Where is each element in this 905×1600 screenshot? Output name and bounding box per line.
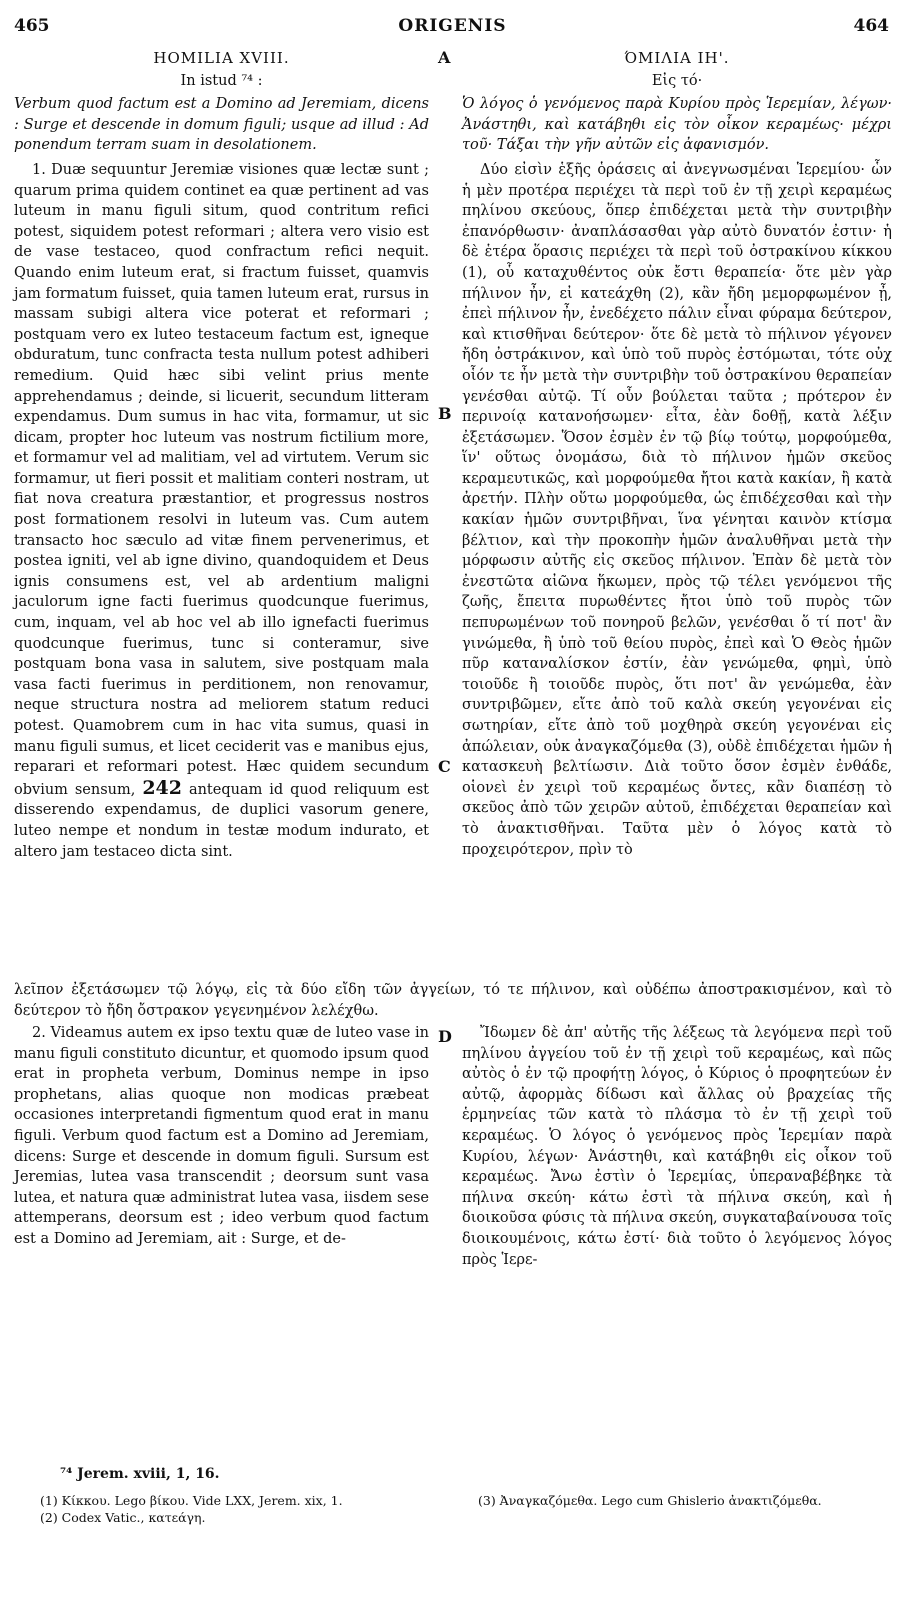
margin-marker-d: D: [438, 1027, 452, 1046]
page-number-left: 465: [14, 16, 50, 36]
greek-paragraph-2: Ἴδωμεν δὲ ἀπ' αὐτῆς τῆς λέξεως τὰ λεγόμενα περὶ τοῦ πηλίνου ἀγγείου τοῦ ἐν τῇ χειρὶ τοῦ κεραμέως, καὶ πῶς αὐτὸς ὁ ἐν τῷ προφήτῃ λόγος, ὁ Κύριος ὁ προφητεύων ἐν αὐτῷ, ἀφορμὰς δίδωσι καὶ ἄλλας οὐ βραχείας τῆς ἑρμηνείας τῶν κατὰ τὸ πλάσμα τὸ ἐν τῇ χειρὶ τοῦ κεραμέως. Ὁ λόγος ὁ γενόμενος πρὸς Ἱερεμίαν παρὰ Κυρίου, λέγων· Ἀνάστηθι, καὶ κατάβηθι εἰς οἶκον τοῦ κεραμέως. Ἄνω ἐστὶν ὁ Ἱερεμίας, ὑπεραναβέβηκε τὰ πήλινα σκεύη· κάτω ἐστὶ τὰ πήλινα σκεύη, καὶ ἡ διοικοῦσα φύσις τὰ πήλινα σκεύη, συγκαταβαίνουσα τοῖς διοικουμένοις, κάτω ἐστί· διὰ τοῦτο ὁ λεγόμενος λόγος πρὸς Ἱερε-: [462, 1025, 892, 1268]
greek-column-lower: [462, 1023, 892, 1270]
latin-column-lower: [14, 1023, 429, 1250]
latin-paragraph-1: [14, 160, 429, 862]
biblical-reference-footnote: ⁷⁴ Jerem. xviii, 1, 16.: [60, 1466, 220, 1482]
greek-column: [462, 48, 892, 860]
latin-paragraph-1-end: antequam id quod reliquum est disserendo expendamus, de duplici vasorum genere, luteo nempe et nondum in testæ modum indurato, et altero jam testaceo dicta sint.: [14, 781, 430, 860]
latin-paragraph-2: 2. Videamus autem ex ipso textu quæ de luteo vase in manu figuli constituto dicuntur, et quomodo ipsum quod erat in propheta verbum, Dominus nempe in ipso prophetans, alias quoque non modicas præbeat occasiones interpretandi figmentum quod erat in manu figuli. Verbum quod factum est a Domino ad Jeremiam, dicens: Surge et descende in domum figuli. Sursum est Jeremias, lutea vasa transcendit ; deorsum sunt vasa lutea, et natura quæ administrat lutea vasa, iisdem sese attemperans, deorsum est ; ideo verbum quod factum est a Domino ad Jeremiam, ait : Surge, et de-: [14, 1025, 429, 1247]
latin-lemma: Verbum quod factum est a Domino ad Jeremiam, dicens : Surge et descende in domum figuli; usque ad illud : Ad ponendum terram suam in desolationem.: [14, 96, 429, 154]
footnotes-left: [40, 1492, 430, 1526]
greek-spanning-line: λεῖπον ἐξετάσωμεν τῷ λόγῳ, εἰς τὰ δύο εἴδη τῶν ἀγγείων, τό τε πήλινον, καὶ οὐδέπω ἀποστρακισμένον, καὶ τὸ δεύτερον τὸ ἤδη ὄστρακον γεγενημένον λελέχθω.: [14, 982, 892, 1019]
margin-marker-a: A: [438, 48, 451, 67]
folio-number: 242: [142, 776, 182, 799]
margin-marker-b: B: [438, 404, 452, 423]
footnote-2: (2) Codex Vatic., κατεάγη.: [40, 1510, 206, 1525]
greek-lemma: Ὁ λόγος ὁ γενόμενος παρὰ Κυρίου πρὸς Ἱερεμίαν, λέγων· Ἀνάστηθι, καὶ κατάβηθι εἰς τὸν οἶκον κεραμέως· μέχρι τοῦ· Τάξαι τὴν γῆν αὐτῶν εἰς ἀφανισμόν.: [462, 96, 892, 154]
greek-subtitle: Εἰς τό·: [651, 72, 703, 89]
page-number-right: 464: [853, 16, 889, 36]
latin-subtitle: In istud ⁷⁴ :: [180, 72, 263, 89]
footnotes-right: [478, 1492, 888, 1509]
latin-column: [14, 48, 429, 862]
greek-homily-title: ΌΜΙΛΙΑ ΙΗ'.: [624, 49, 730, 67]
footnote-3: (3) Ἀναγκαζόμεθα. Lego cum Ghislerio ἀνακτιζόμεθα.: [478, 1493, 822, 1508]
running-head: ORIGENIS: [398, 16, 507, 36]
latin-paragraph-1-text: 1. Duæ sequuntur Jeremiæ visiones quæ lectæ sunt ; quarum prima quidem continet ea quæ pertinent ad vas luteum in manu figuli situm, quod contritum refici potest, siquidem potest reformari ; altera vero visio est de vase testaceo, quod confractum refici nequit. Quando enim luteum erat, si fractum fuisset, quamvis jam formatum fuisset, quia tamen luteum erat, rursus in massam subigi altera vice poterat et reformari ; postquam vero ex luteo testaceum factum est, igneque obduratum, tunc confracta testa nullum potest adhiberi remedium. Quid hæc sibi velint prius mente apprehendamus ; deinde, si licuerit, secundum litteram expendamus. Dum sumus in hac vita, formamur, ut sic dicam, propter hoc luteum vas nostrum fictilium more, et formamur vel ad malitiam, vel ad virtutem. Verum sic formamur, ut fieri possit et malitiam conteri nostram, ut fiat nova creatura præstantior, et progressus nostros post formationem resolvi in luteum vas. Cum autem transacto hoc sæculo ad vitæ finem pervenerimus, et postea igniti, vel ab igne divino, quandoquidem et Deus ignis consumens est, vel ab ardentium maligni jaculorum igne facti fuerimus quodcunque fuerimus, cum, inquam, vel ab hoc vel ab illo ignefacti fuerimus quodcunque fuerimus, tunc si conteramur, sive postquam bona vasa in salutem, sive postquam mala vasa facti fuerimus in perditionem, non renovamur, neque structura nostra ad meliorem statum reduci potest. Quamobrem cum in hac vita sumus, quasi in manu figuli sumus, et licet ceciderit vas e manibus ejus, reparari et reformari potest. Hæc quidem secundum obvium sensum,: [14, 161, 429, 798]
greek-paragraph-1: Δύο εἰσὶν ἑξῆς ὁράσεις αἱ ἀνεγνωσμέναι Ἱερεμίου· ὧν ἡ μὲν προτέρα περιέχει τὰ περὶ τοῦ ἐν τῇ χειρὶ κεραμέως πηλίνου σκεύους, ὅπερ ἐπιδέχεται μετὰ τὴν συντριβὴν ἐπανόρθωσιν· ἀναπλάσασθαι γὰρ αὐτὸ δυνατόν ἐστιν· ἡ δὲ ἑτέρα ὅρασις περιέχει τὰ περὶ τοῦ ὀστρακίνου κίκκου (1), οὗ καταχυθέντος οὐκ ἔστι θεραπεία· ὅτε μὲν γὰρ πήλινον ἦν, εἰ κατεάχθη (2), κἂν ἤδη μεμορφωμένον ᾖ, ἐπεὶ πήλινον ἦν, ἐνεδέχετο πάλιν εἶναι φύραμα δεύτερον, καὶ κτισθῆναι δεύτερον· ὅτε δὲ μετὰ τὸ πήλινον γέγονεν ἤδη ὀστράκινον, καὶ ὑπὸ τοῦ πυρὸς ἐστόμωται, τότε οὐχ οἷόν τε ἦν μετὰ τὴν συντριβὴν τοῦ ὀστρακίνου θεραπείαν γενέσθαι αὐτῷ. Τί οὖν βούλεται ταῦτα ; πρότερον ἐν περινοίᾳ κατανοήσωμεν· εἶτα, ἐὰν δοθῇ, κατὰ λέξιν ἐξετάσωμεν. Ὅσον ἐσμὲν ἐν τῷ βίῳ τούτῳ, μορφούμεθα, ἵν' οὕτως ὀνομάσω, διὰ τὸ πήλινον ἡμῶν σκεῦος κεραμευτικῶς, καὶ μορφούμεθα ἤτοι κατὰ κακίαν, ἢ κατὰ ἀρετήν. Πλὴν οὕτω μορφούμεθα, ὡς ἐπιδέχεσθαι καὶ τὴν κακίαν ἡμῶν συντριβῆναι, ἵνα γένηται καινὸν κτίσμα βέλτιον, καὶ τὴν προκοπὴν ἡμῶν ἀναλυθῆναι μετὰ τὴν μόρφωσιν αὐτῆς εἰς σκεῦος πήλινον. Ἐπὰν δὲ μετὰ τὸν ἐνεστῶτα αἰῶνα ἥκωμεν, πρὸς τῷ τέλει γενόμενοι τῆς ζωῆς, ἔπειτα πυρωθέντες ἤτοι ὑπὸ τοῦ πυρὸς τῶν πεπυρωμένων τοῦ πονηροῦ βελῶν, γενέσθαι ὅ τί ποτ' ἂν γινώμεθα, ἢ ὑπὸ τοῦ θείου πυρὸς, ἐπεὶ καὶ Ὁ Θεὸς ἡμῶν πῦρ καταναλίσκον ἐστίν, ἐὰν γενώμεθα, φημὶ, ὑπὸ τοιοῦδε ἢ τοιοῦδε πυρὸς, ὅτι ποτ' ἂν γενώμεθα, ἐὰν συντριβῶμεν, εἴτε ἀπὸ τοῦ καλὰ σκεύη γεγονέναι εἰς σωτηρίαν, εἴτε ἀπὸ τοῦ μοχθηρὰ σκεύη γεγονέναι εἰς ἀπώλειαν, οὐκ ἀναγκαζόμεθα (3), οὐδὲ ἐπιδέχεται ἡμῶν ἡ κατασκευὴ βελτίωσιν. Διὰ τοῦτο ὅσον ἐσμὲν ἐνθάδε, οἱονεὶ ἐν χειρὶ τοῦ κεραμέως ὄντες, κἂν διαπέσῃ τὸ σκεῦος ἀπὸ τῶν χειρῶν αὐτοῦ, ἐπιδέχεται θεραπείαν καὶ τὸ ἀνακτισθῆναι. Ταῦτα μὲν ὁ λόγος κατὰ τὸ προχειρότερον, πρὶν τὸ: [462, 161, 892, 858]
footnote-1: (1) Κίκκου. Lego βίκου. Vide LXX, Jerem. xix, 1.: [40, 1493, 343, 1508]
margin-marker-c: C: [438, 757, 451, 776]
latin-homily-title: HOMILIA XVIII.: [153, 49, 290, 67]
